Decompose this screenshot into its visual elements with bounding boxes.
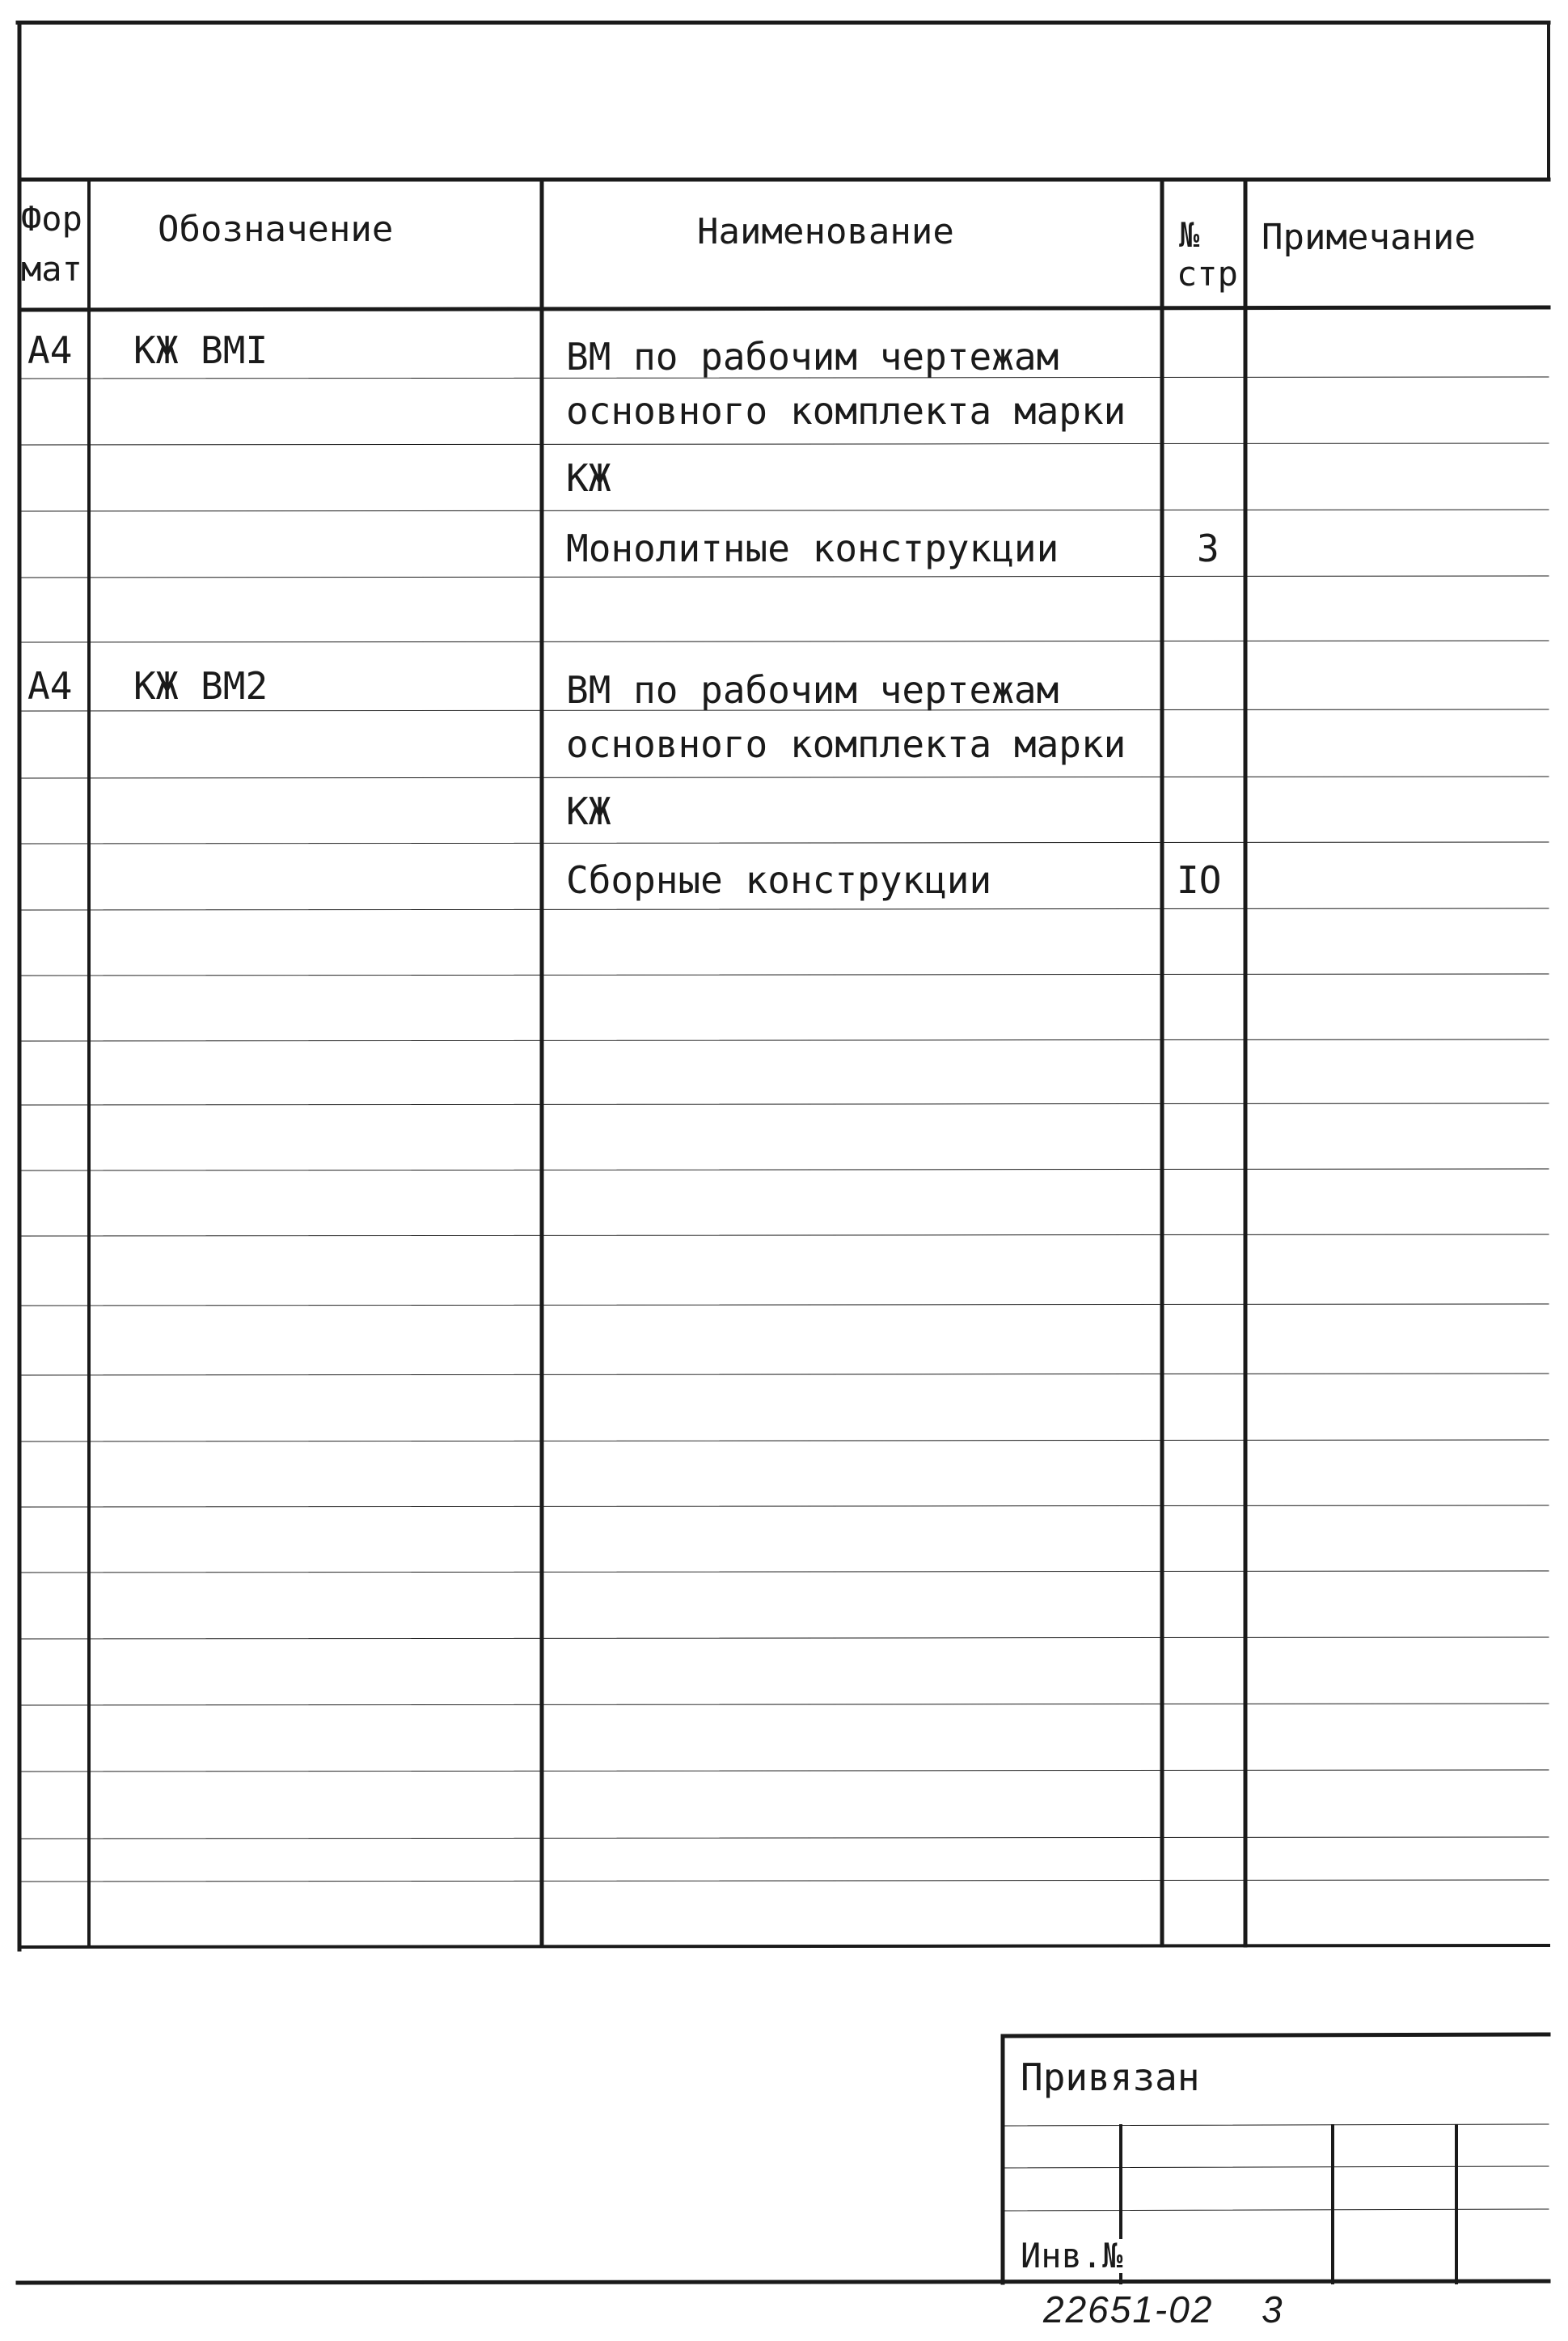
row-2-format: А4 — [27, 664, 73, 708]
header-page-no-line1: № — [1179, 215, 1200, 255]
row-2-page: IO — [1177, 858, 1222, 902]
header-designation: Обозначение — [158, 209, 394, 250]
row-1-page: 3 — [1197, 527, 1219, 570]
stamp-inv-label: Инв.№ — [1021, 2239, 1126, 2273]
row-1-name-line1: ВМ по рабочим чертежам — [566, 335, 1059, 379]
row-1-name-line4: Монолитные конструкции — [566, 527, 1059, 570]
row-1-designation: КЖ ВМI — [133, 328, 268, 372]
row-2-designation: КЖ ВМ2 — [133, 664, 268, 708]
footer-sheet: 3 — [1262, 2288, 1284, 2330]
row-1-format: А4 — [27, 328, 73, 372]
row-2-name-line3: КЖ — [566, 790, 611, 833]
header-format-line2: мат — [21, 249, 82, 289]
footer-doc-number: 22651-02 — [1043, 2288, 1214, 2330]
row-1-name-line2: основного комплекта марки — [566, 389, 1126, 433]
row-2-name-line1: ВМ по рабочим чертежам — [566, 668, 1059, 712]
row-1-name-line3: КЖ — [566, 456, 611, 500]
header-note: Примечание — [1262, 217, 1476, 258]
header-format-line1: Фор — [21, 199, 82, 239]
stamp-bound-label: Привязан — [1021, 2055, 1200, 2099]
row-2-name-line2: основного комплекта марки — [566, 722, 1126, 766]
header-page-no-line2: стр — [1177, 254, 1238, 294]
row-2-name-line4: Сборные конструкции — [566, 858, 992, 902]
header-name: Наименование — [697, 211, 954, 252]
